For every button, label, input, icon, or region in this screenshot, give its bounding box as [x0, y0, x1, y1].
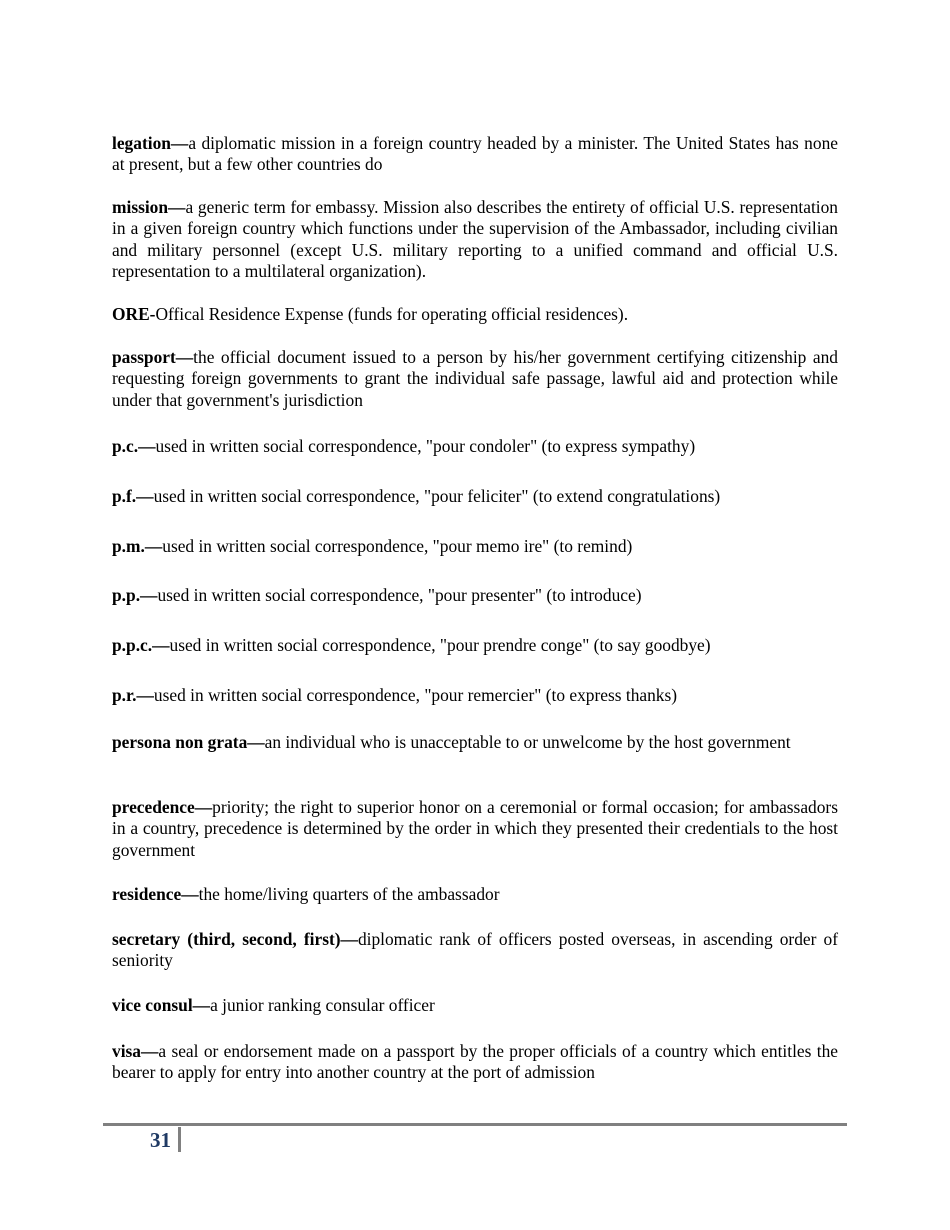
glossary-term: p.r.—	[112, 685, 154, 705]
glossary-entry-pr	[112, 685, 838, 706]
glossary-term: p.m.—	[112, 536, 163, 556]
glossary-term: persona non grata—	[112, 732, 265, 752]
glossary-entry-ppc	[112, 635, 838, 656]
footer-rule	[103, 1123, 847, 1126]
glossary-definition: an individual who is unacceptable to or unwelcome by the host government	[264, 732, 791, 752]
glossary-entry-pf	[112, 486, 838, 507]
glossary-term: residence—	[112, 884, 199, 904]
glossary-term: p.p.c.—	[112, 635, 170, 655]
glossary-definition: a generic term for embassy. Mission also describes the entirety of official U.S. representation in a given foreign country which functions under the supervision of the Ambassador, including civilian and military personnel (except U.S. military reporting to a unified command and official U.S. representation to a multilateral organization).	[112, 197, 838, 281]
glossary-entry-secretary	[112, 929, 838, 972]
glossary-definition: diplomatic rank of officers posted overseas, in ascending order of seniority	[112, 929, 838, 971]
glossary-term: p.f.—	[112, 486, 154, 506]
glossary-term: secretary (third, second, first)—	[112, 929, 358, 949]
glossary-term: p.p.—	[112, 585, 158, 605]
glossary-definition: the official document issued to a person by his/her government certifying citizenship and requesting foreign governments to grant the individual safe passage, lawful aid and protection while under that government's jurisdiction	[112, 347, 838, 410]
glossary-definition: used in written social correspondence, "pour feliciter" (to extend congratulations)	[153, 486, 721, 506]
glossary-term: legation—	[112, 133, 189, 153]
glossary-term: visa—	[112, 1041, 159, 1061]
glossary-definition: priority; the right to superior honor on a ceremonial or formal occasion; for ambassadors in a country, precedence is determined by the order in which they presented their credentials to the host government	[112, 797, 838, 860]
glossary-term: passport—	[112, 347, 194, 367]
glossary-entry-pm	[112, 536, 838, 557]
glossary-definition: used in written social correspondence, "pour prendre conge" (to say goodbye)	[169, 635, 711, 655]
glossary-definition: the home/living quarters of the ambassador	[198, 884, 500, 904]
glossary-definition: a diplomatic mission in a foreign country headed by a minister. The United States has none at present, but a few other countries do	[112, 133, 838, 175]
glossary-entry-vice-consul	[112, 995, 838, 1016]
glossary-term: p.c.—	[112, 436, 156, 456]
glossary-entry-pp	[112, 585, 838, 606]
glossary-term: mission—	[112, 197, 186, 217]
glossary-definition: Offical Residence Expense (funds for operating official residences).	[155, 304, 629, 324]
glossary-term: precedence—	[112, 797, 213, 817]
glossary-definition: used in written social correspondence, "pour condoler" (to express sympathy)	[155, 436, 696, 456]
glossary-entry-passport	[112, 347, 838, 411]
glossary-definition: a seal or endorsement made on a passport by the proper officials of a country which entitles the bearer to apply for entry into another country at the port of admission	[112, 1041, 838, 1083]
glossary-definition: a junior ranking consular officer	[210, 995, 435, 1015]
glossary-entry-precedence	[112, 797, 838, 861]
glossary-term: ORE-	[112, 304, 156, 324]
glossary-entry-ore	[112, 304, 838, 325]
glossary-entry-visa	[112, 1041, 838, 1084]
glossary-definition: used in written social correspondence, "pour remercier" (to express thanks)	[153, 685, 678, 705]
glossary-entry-mission	[112, 197, 838, 282]
glossary-definition: used in written social correspondence, "pour presenter" (to introduce)	[157, 585, 642, 605]
glossary-entry-pc	[112, 436, 838, 457]
page-number-divider	[178, 1127, 181, 1152]
glossary-entry-persona-non-grata	[112, 732, 838, 753]
glossary-definition: used in written social correspondence, "pour memo ire" (to remind)	[162, 536, 633, 556]
glossary-entry-residence	[112, 884, 838, 905]
page-number: 31	[150, 1128, 171, 1152]
glossary-term: vice consul—	[112, 995, 211, 1015]
glossary-entry-legation	[112, 133, 838, 176]
